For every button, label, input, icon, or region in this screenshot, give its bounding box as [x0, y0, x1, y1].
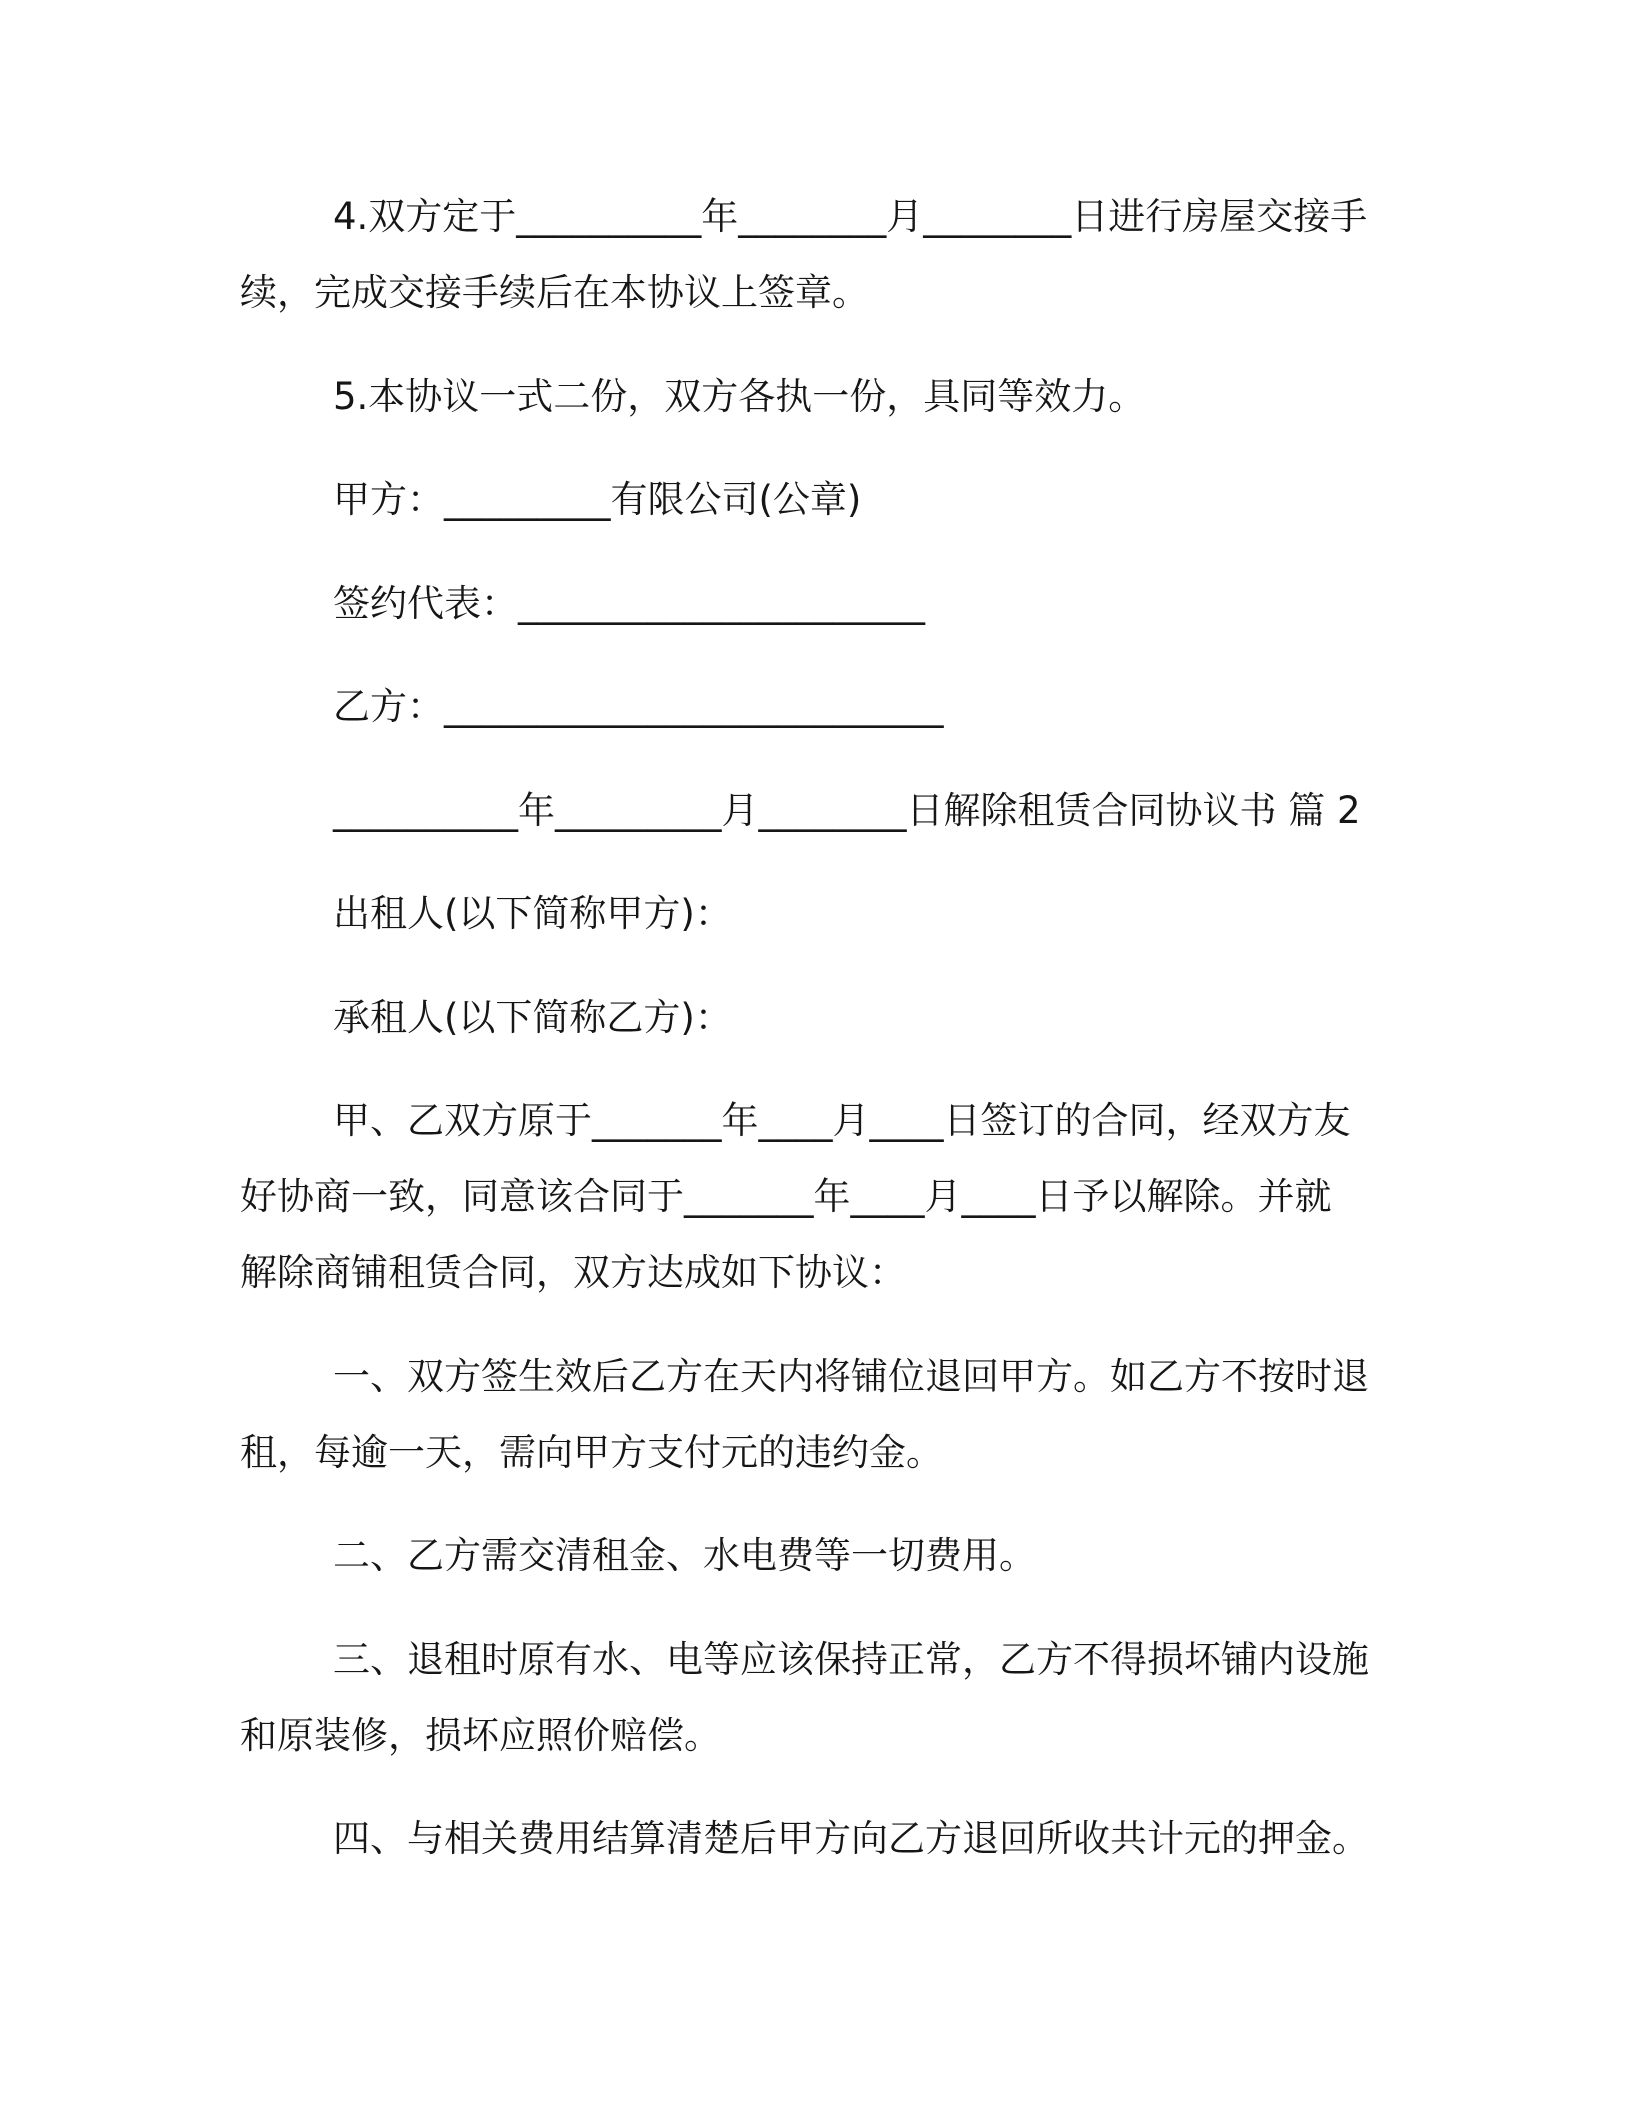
- article-1: [0, 1339, 1632, 1491]
- article-3: [0, 1622, 1632, 1774]
- article-2: [0, 1518, 1632, 1594]
- section-2-title: [0, 773, 1632, 849]
- text-line: 甲方：_________有限公司(公章): [333, 478, 862, 521]
- text-line: 租，每逾一天，需向甲方支付元的违约金。: [240, 1430, 943, 1474]
- text-line: 甲、乙双方原于_______年____月____日签订的合同，经双方友: [333, 1099, 1351, 1142]
- text-line: 一、双方签生效后乙方在天内将铺位退回甲方。如乙方不按时退: [333, 1354, 1369, 1398]
- party-a-line: [0, 462, 1632, 538]
- text-line: 5.本协议一式二份，双方各执一份，具同等效力。: [333, 374, 1146, 418]
- text-line: 出租人(以下简称甲方)：: [333, 892, 732, 935]
- article-4: [0, 1801, 1632, 1877]
- party-b-line: [0, 669, 1632, 745]
- text-line: 承租人(以下简称乙方)：: [333, 995, 732, 1039]
- text-line: 解除商铺租赁合同，双方达成如下协议：: [240, 1251, 906, 1294]
- text-line: __________年_________月________日解除租赁合同协议书 篇 2: [333, 788, 1361, 832]
- lessor-line: [0, 876, 1632, 952]
- text-line: 好协商一致，同意该合同于_______年____月____日予以解除。并就: [240, 1175, 1332, 1218]
- signing-representative-line: [0, 566, 1632, 642]
- text-line: 四、与相关费用结算清楚后甲方向乙方退回所收共计元的押金。: [333, 1817, 1369, 1860]
- clause-5-copies: [0, 359, 1632, 435]
- text-line: 续，完成交接手续后在本协议上签章。: [240, 271, 869, 314]
- text-line: 4.双方定于__________年________月________日进行房屋交接手: [333, 195, 1368, 238]
- termination-preamble: [0, 1083, 1632, 1311]
- text-line: 和原装修，损坏应照价赔偿。: [240, 1713, 721, 1757]
- clause-4-handover: [0, 179, 1632, 331]
- lessee-line: [0, 980, 1632, 1056]
- text-line: 签约代表：______________________: [333, 581, 925, 625]
- text-line: 三、退租时原有水、电等应该保持正常，乙方不得损坏铺内设施: [333, 1637, 1369, 1681]
- text-line: 二、乙方需交清租金、水电费等一切费用。: [333, 1534, 1036, 1577]
- text-line: 乙方：___________________________: [333, 685, 944, 728]
